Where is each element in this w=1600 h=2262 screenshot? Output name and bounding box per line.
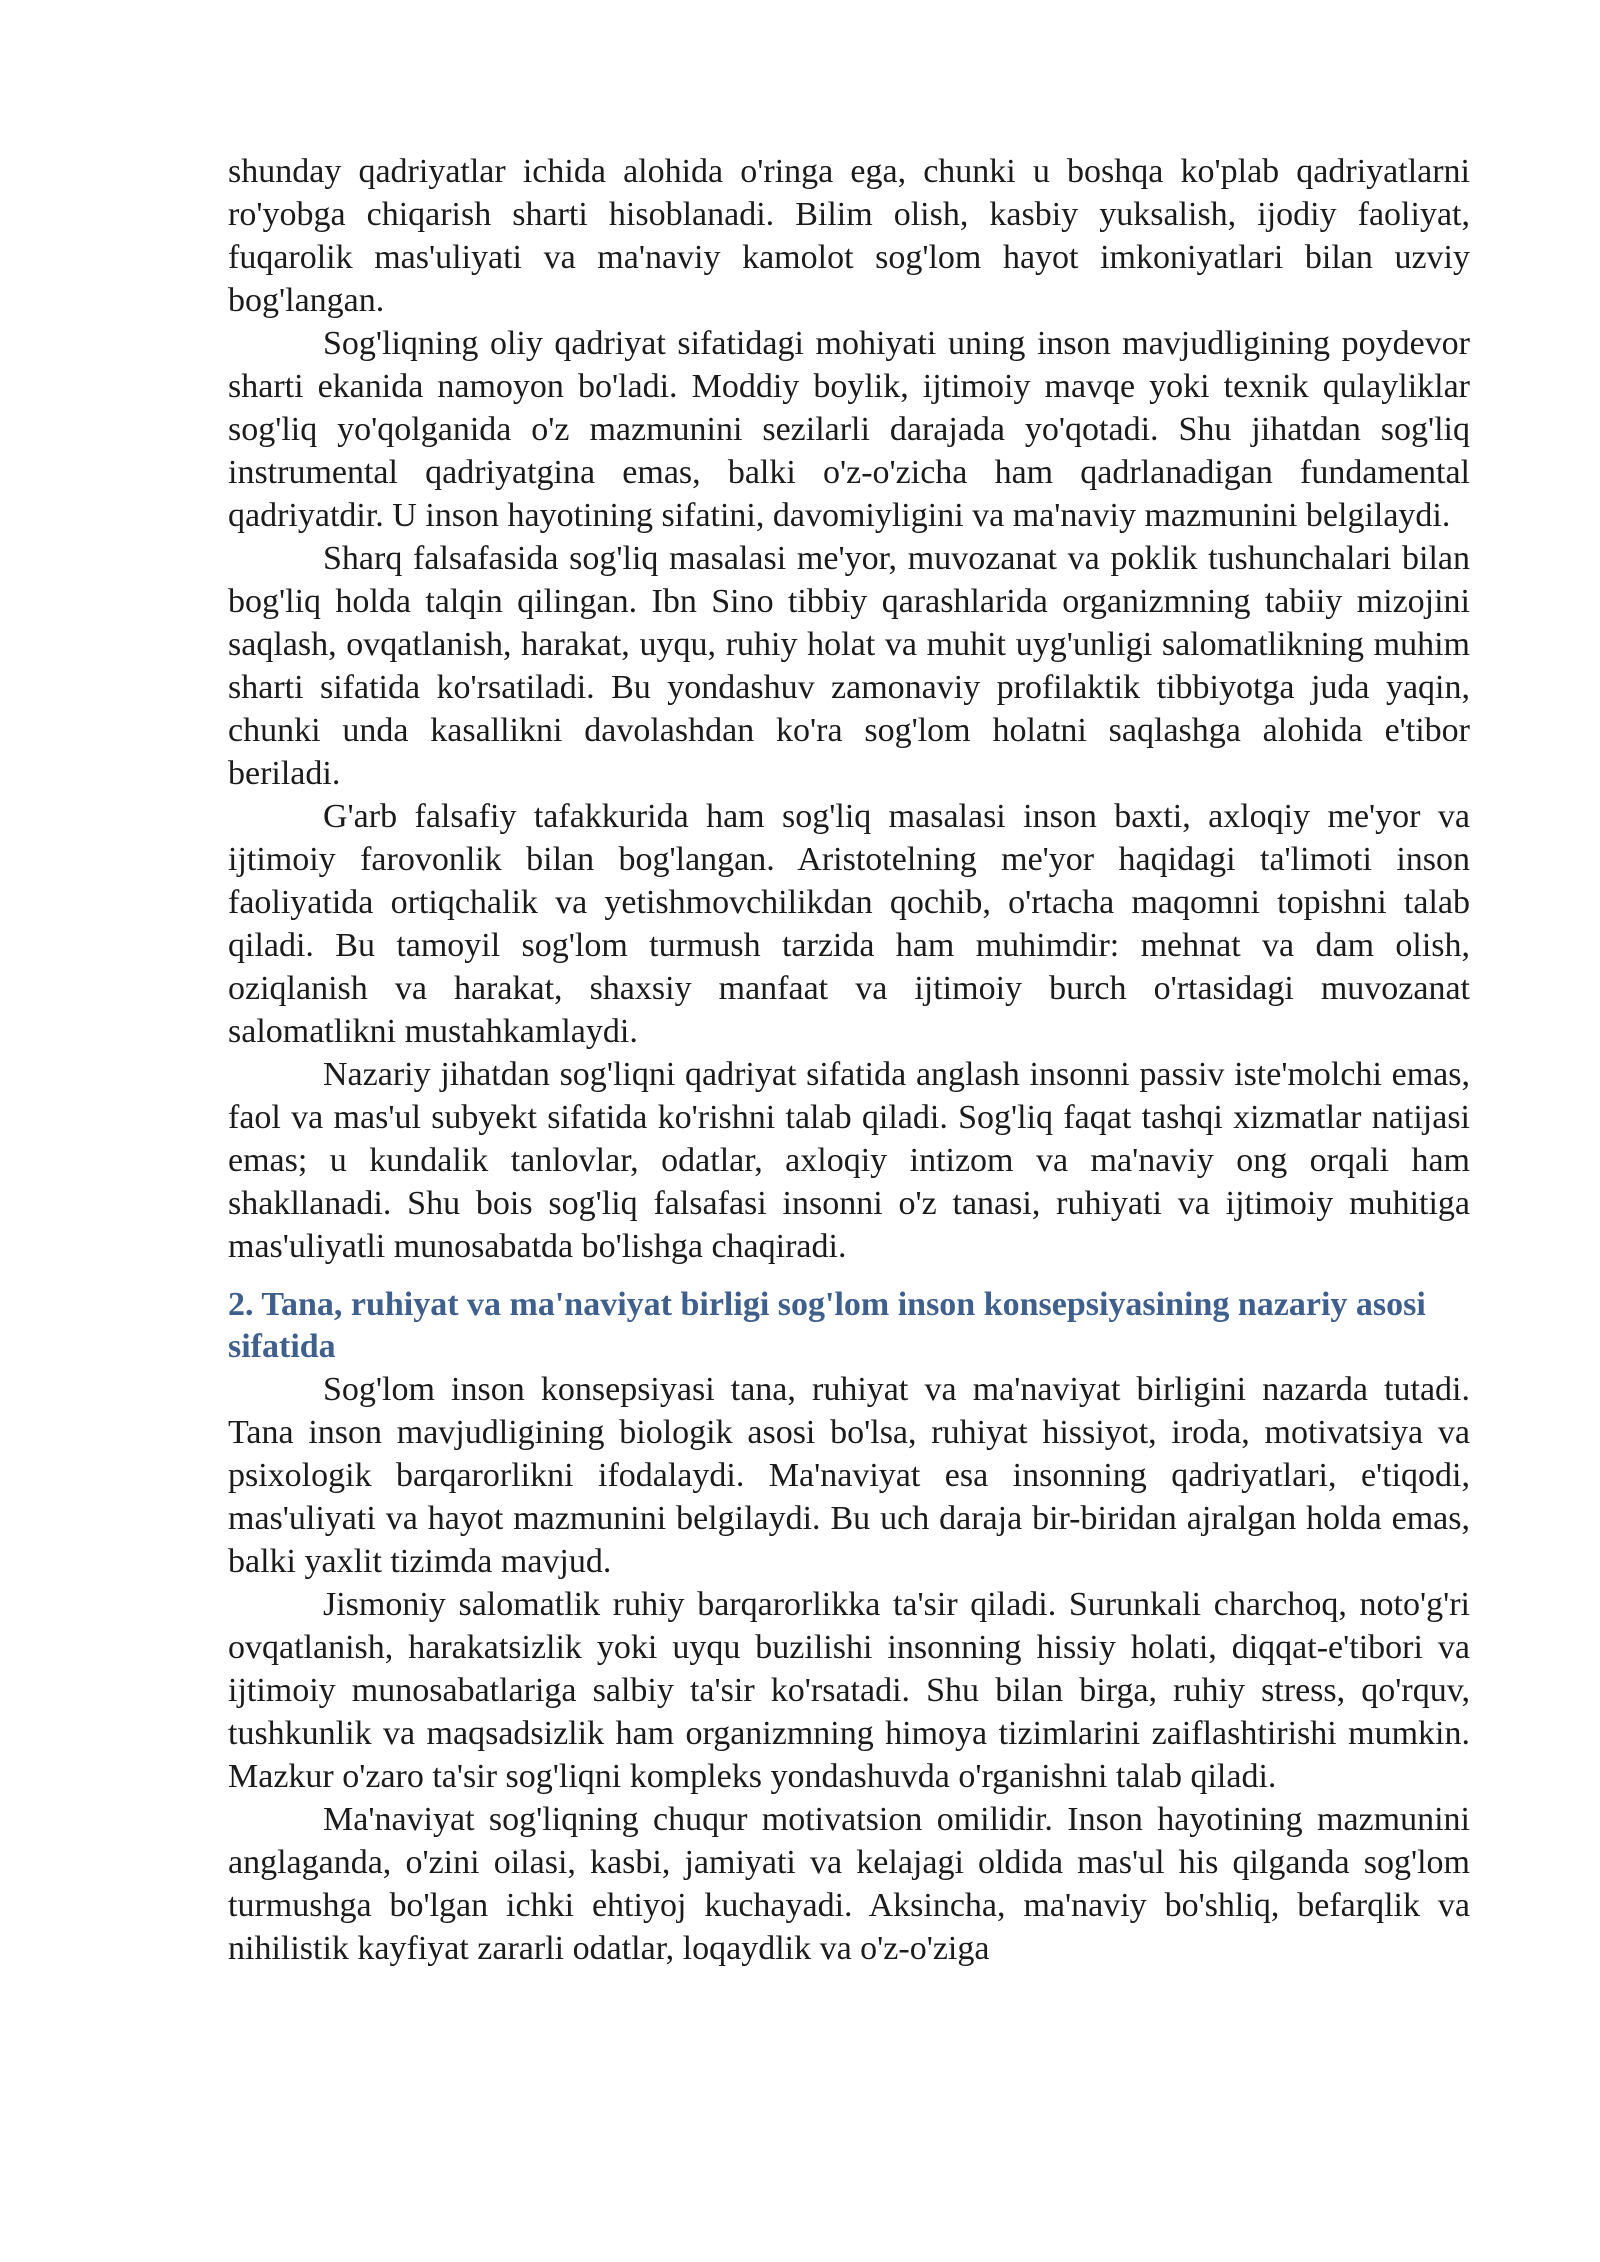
paragraph-physical-health: Jismoniy salomatlik ruhiy barqarorlikka ta'sir qiladi. Surunkali charchoq, noto'g'ri ovqatlanish, harakatsizlik yoki uyqu buzilishi insonning hissiy holati, diqqat-e'tibori va ijtimoiy munosabatlariga salbiy ta'sir ko'rsatadi. Shu bilan birga, ruhiy stress, qo'rquv, tushkunlik va maqsadsizlik ham organizmning himoya tizimlarini zaiflashtirishi mumkin. Mazkur o'zaro ta'sir sog'liqni kompleks yondashuvda o'rganishni talab qiladi.	[228, 1586, 1470, 1795]
paragraph-spirituality: Ma'naviyat sog'liqning chuqur motivatsion omilidir. Inson hayotining mazmunini anglaganda, o'zini oilasi, kasbi, jamiyati va kelajagi oldida mas'ul his qilganda sog'lom turmushga bo'lgan ichki ehtiyoj kuchayadi. Aksincha, ma'naviy bo'shliq, befarqlik va nihilistik kayfiyat zararli odatlar, loqaydlik va o'z-o'ziga	[228, 1801, 1470, 1967]
section-heading: 2. Tana, ruhiyat va ma'naviyat birligi sog'lom inson konsepsiyasining nazariy asosi sifatida	[228, 1286, 1426, 1365]
paragraph-eastern-philosophy: Sharq falsafasida sog'liq masalasi me'yor, muvozanat va poklik tushunchalari bilan bog'liq holda talqin qilingan. Ibn Sino tibbiy qarashlarida organizmning tabiiy mizojini saqlash, ovqatlanish, harakat, uyqu, ruhiy holat va muhit uyg'unligi salomatlikning muhim sharti sifatida ko'rsatiladi. Bu yondashuv zamonaviy profilaktik tibbiyotga juda yaqin, chunki unda kasallikni davolashdan ko'ra sog'lom holatni saqlashga alohida e'tibor beriladi.	[228, 540, 1470, 792]
paragraph-continuation: shunday qadriyatlar ichida alohida o'ringa ega, chunki u boshqa ko'plab qadriyatlarni ro'yobga chiqarish sharti hisoblanadi. Bilim olish, kasbiy yuksalish, ijodiy faoliyat, fuqarolik mas'uliyati va ma'naviy kamolot sog'lom hayot imkoniyatlari bilan uzviy bog'langan.	[228, 153, 1470, 319]
paragraph-healthy-person-concept: Sog'lom inson konsepsiyasi tana, ruhiyat va ma'naviyat birligini nazarda tutadi. Tana inson mavjudligining biologik asosi bo'lsa, ruhiyat hissiyot, iroda, motivatsiya va psixologik barqarorlikni ifodalaydi. Ma'naviyat esa insonning qadriyatlari, e'tiqodi, mas'uliyati va hayot mazmunini belgilaydi. Bu uch daraja bir-biridan ajralgan holda emas, balki yaxlit tizimda mavjud.	[228, 1371, 1470, 1580]
paragraph-western-philosophy: G'arb falsafiy tafakkurida ham sog'liq masalasi inson baxti, axloqiy me'yor va ijtimoiy farovonlik bilan bog'langan. Aristotelning me'yor haqidagi ta'limoti inson faoliyatida ortiqchalik va yetishmovchilikdan qochib, o'rtacha maqomni topishni talab qiladi. Bu tamoyil sog'lom turmush tarzida ham muhimdir: mehnat va dam olish, oziqlanish va harakat, shaxsiy manfaat va ijtimoiy burch o'rtasidagi muvozanat salomatlikni mustahkamlaydi.	[228, 798, 1470, 1050]
document-page	[228, 150, 1470, 1970]
paragraph-theoretical-view: Nazariy jihatdan sog'liqni qadriyat sifatida anglash insonni passiv iste'molchi emas, faol va mas'ul subyekt sifatida ko'rishni talab qiladi. Sog'liq faqat tashqi xizmatlar natijasi emas; u kundalik tanlovlar, odatlar, axloqiy intizom va ma'naviy ong orqali ham shakllanadi. Shu bois sog'liq falsafasi insonni o'z tanasi, ruhiyati va ijtimoiy muhitiga mas'uliyatli munosabatda bo'lishga chaqiradi.	[228, 1056, 1470, 1265]
paragraph-health-supreme-value: Sog'liqning oliy qadriyat sifatidagi mohiyati uning inson mavjudligining poydevor sharti ekanida namoyon bo'ladi. Moddiy boylik, ijtimoiy mavqe yoki texnik qulayliklar sog'liq yo'qolganida o'z mazmunini sezilarli darajada yo'qotadi. Shu jihatdan sog'liq instrumental qadriyatgina emas, balki o'z-o'zicha ham qadrlanadigan fundamental qadriyatdir. U inson hayotining sifatini, davomiyligini va ma'naviy mazmunini belgilaydi.	[228, 325, 1470, 534]
